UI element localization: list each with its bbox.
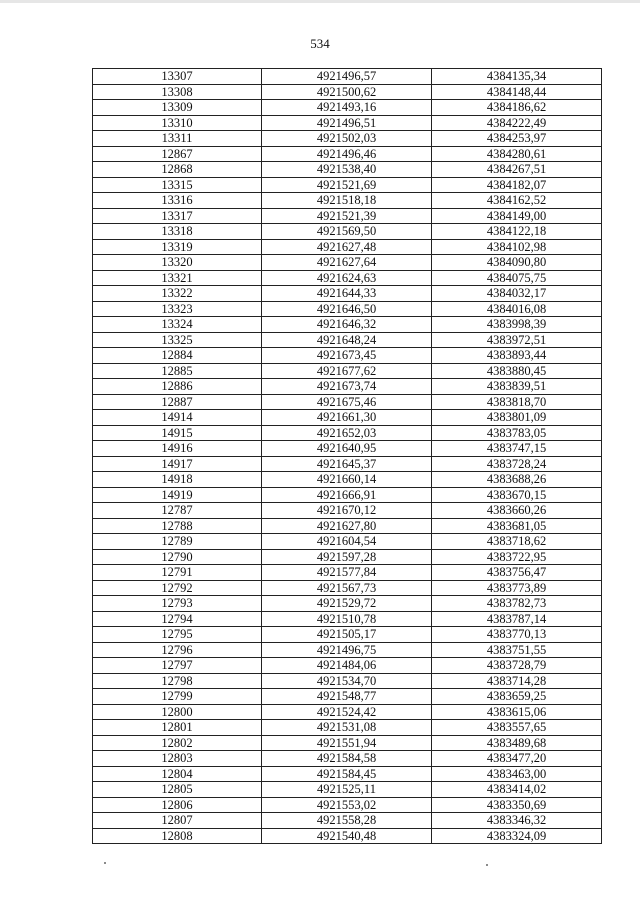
point-id-cell: 12886 xyxy=(93,379,262,395)
point-id-cell: 12798 xyxy=(93,673,262,689)
y-coordinate-cell: 4383880,45 xyxy=(432,363,602,379)
x-coordinate-cell: 4921569,50 xyxy=(262,224,432,240)
x-coordinate-cell: 4921529,72 xyxy=(262,596,432,612)
point-id-cell: 13322 xyxy=(93,286,262,302)
x-coordinate-cell: 4921525,11 xyxy=(262,782,432,798)
x-coordinate-cell: 4921645,37 xyxy=(262,456,432,472)
scan-speck xyxy=(486,864,488,866)
table-row xyxy=(93,472,602,488)
y-coordinate-cell: 4383350,69 xyxy=(432,797,602,813)
x-coordinate-cell: 4921524,42 xyxy=(262,704,432,720)
point-id-cell: 12788 xyxy=(93,518,262,534)
table-row xyxy=(93,348,602,364)
y-coordinate-cell: 4383670,15 xyxy=(432,487,602,503)
point-id-cell: 12789 xyxy=(93,534,262,550)
table-row xyxy=(93,797,602,813)
point-id-cell: 13315 xyxy=(93,177,262,193)
y-coordinate-cell: 4383324,09 xyxy=(432,828,602,844)
y-coordinate-cell: 4383722,95 xyxy=(432,549,602,565)
point-id-cell: 12792 xyxy=(93,580,262,596)
table-row xyxy=(93,813,602,829)
y-coordinate-cell: 4383688,26 xyxy=(432,472,602,488)
y-coordinate-cell: 4384016,08 xyxy=(432,301,602,317)
point-id-cell: 12801 xyxy=(93,720,262,736)
y-coordinate-cell: 4383818,70 xyxy=(432,394,602,410)
page-top-edge xyxy=(0,0,640,3)
y-coordinate-cell: 4383557,65 xyxy=(432,720,602,736)
x-coordinate-cell: 4921604,54 xyxy=(262,534,432,550)
x-coordinate-cell: 4921551,94 xyxy=(262,735,432,751)
table-row xyxy=(93,425,602,441)
x-coordinate-cell: 4921661,30 xyxy=(262,410,432,426)
point-id-cell: 12799 xyxy=(93,689,262,705)
point-id-cell: 13320 xyxy=(93,255,262,271)
x-coordinate-cell: 4921534,70 xyxy=(262,673,432,689)
coordinates-table xyxy=(92,68,602,844)
point-id-cell: 14917 xyxy=(93,456,262,472)
table-row xyxy=(93,131,602,147)
y-coordinate-cell: 4384149,00 xyxy=(432,208,602,224)
table-row xyxy=(93,69,602,85)
table-row xyxy=(93,704,602,720)
table-row xyxy=(93,270,602,286)
point-id-cell: 13310 xyxy=(93,115,262,131)
table-row xyxy=(93,689,602,705)
point-id-cell: 12807 xyxy=(93,813,262,829)
y-coordinate-cell: 4383714,28 xyxy=(432,673,602,689)
y-coordinate-cell: 4383681,05 xyxy=(432,518,602,534)
page-number: 534 xyxy=(310,36,330,51)
point-id-cell: 12795 xyxy=(93,627,262,643)
table-row xyxy=(93,410,602,426)
x-coordinate-cell: 4921670,12 xyxy=(262,503,432,519)
table-row xyxy=(93,456,602,472)
x-coordinate-cell: 4921648,24 xyxy=(262,332,432,348)
table-row xyxy=(93,162,602,178)
x-coordinate-cell: 4921584,58 xyxy=(262,751,432,767)
x-coordinate-cell: 4921666,91 xyxy=(262,487,432,503)
table-row xyxy=(93,627,602,643)
point-id-cell: 12804 xyxy=(93,766,262,782)
table-row xyxy=(93,224,602,240)
y-coordinate-cell: 4383659,25 xyxy=(432,689,602,705)
point-id-cell: 12803 xyxy=(93,751,262,767)
x-coordinate-cell: 4921484,06 xyxy=(262,658,432,674)
y-coordinate-cell: 4383782,73 xyxy=(432,596,602,612)
table-row xyxy=(93,208,602,224)
x-coordinate-cell: 4921531,08 xyxy=(262,720,432,736)
y-coordinate-cell: 4383660,26 xyxy=(432,503,602,519)
point-id-cell: 12808 xyxy=(93,828,262,844)
y-coordinate-cell: 4383972,51 xyxy=(432,332,602,348)
table-row xyxy=(93,394,602,410)
table-row xyxy=(93,549,602,565)
table-row xyxy=(93,518,602,534)
point-id-cell: 12867 xyxy=(93,146,262,162)
y-coordinate-cell: 4383414,02 xyxy=(432,782,602,798)
x-coordinate-cell: 4921660,14 xyxy=(262,472,432,488)
y-coordinate-cell: 4383751,55 xyxy=(432,642,602,658)
x-coordinate-cell: 4921673,45 xyxy=(262,348,432,364)
scan-speck xyxy=(104,862,106,864)
point-id-cell: 12805 xyxy=(93,782,262,798)
table-row xyxy=(93,193,602,209)
point-id-cell: 13319 xyxy=(93,239,262,255)
table-row xyxy=(93,580,602,596)
x-coordinate-cell: 4921627,80 xyxy=(262,518,432,534)
y-coordinate-cell: 4383728,24 xyxy=(432,456,602,472)
x-coordinate-cell: 4921496,57 xyxy=(262,69,432,85)
y-coordinate-cell: 4384122,18 xyxy=(432,224,602,240)
y-coordinate-cell: 4383773,89 xyxy=(432,580,602,596)
y-coordinate-cell: 4384186,62 xyxy=(432,100,602,116)
table-row xyxy=(93,441,602,457)
x-coordinate-cell: 4921505,17 xyxy=(262,627,432,643)
y-coordinate-cell: 4383998,39 xyxy=(432,317,602,333)
point-id-cell: 14918 xyxy=(93,472,262,488)
point-id-cell: 13309 xyxy=(93,100,262,116)
table-row xyxy=(93,782,602,798)
x-coordinate-cell: 4921627,48 xyxy=(262,239,432,255)
point-id-cell: 12802 xyxy=(93,735,262,751)
y-coordinate-cell: 4383801,09 xyxy=(432,410,602,426)
y-coordinate-cell: 4383489,68 xyxy=(432,735,602,751)
table-row xyxy=(93,766,602,782)
x-coordinate-cell: 4921646,50 xyxy=(262,301,432,317)
point-id-cell: 12796 xyxy=(93,642,262,658)
x-coordinate-cell: 4921675,46 xyxy=(262,394,432,410)
x-coordinate-cell: 4921673,74 xyxy=(262,379,432,395)
table-row xyxy=(93,239,602,255)
x-coordinate-cell: 4921627,64 xyxy=(262,255,432,271)
table-row xyxy=(93,720,602,736)
point-id-cell: 13308 xyxy=(93,84,262,100)
y-coordinate-cell: 4383893,44 xyxy=(432,348,602,364)
y-coordinate-cell: 4383346,32 xyxy=(432,813,602,829)
y-coordinate-cell: 4383463,00 xyxy=(432,766,602,782)
table-row xyxy=(93,642,602,658)
y-coordinate-cell: 4383477,20 xyxy=(432,751,602,767)
table-row xyxy=(93,177,602,193)
x-coordinate-cell: 4921496,46 xyxy=(262,146,432,162)
table-row xyxy=(93,503,602,519)
table-row xyxy=(93,673,602,689)
point-id-cell: 14914 xyxy=(93,410,262,426)
y-coordinate-cell: 4383787,14 xyxy=(432,611,602,627)
table-row xyxy=(93,735,602,751)
point-id-cell: 14916 xyxy=(93,441,262,457)
y-coordinate-cell: 4384090,80 xyxy=(432,255,602,271)
x-coordinate-cell: 4921624,63 xyxy=(262,270,432,286)
y-coordinate-cell: 4383770,13 xyxy=(432,627,602,643)
point-id-cell: 13307 xyxy=(93,69,262,85)
point-id-cell: 13318 xyxy=(93,224,262,240)
point-id-cell: 13324 xyxy=(93,317,262,333)
x-coordinate-cell: 4921493,16 xyxy=(262,100,432,116)
x-coordinate-cell: 4921502,03 xyxy=(262,131,432,147)
point-id-cell: 12887 xyxy=(93,394,262,410)
point-id-cell: 12790 xyxy=(93,549,262,565)
point-id-cell: 12885 xyxy=(93,363,262,379)
y-coordinate-cell: 4384162,52 xyxy=(432,193,602,209)
x-coordinate-cell: 4921567,73 xyxy=(262,580,432,596)
point-id-cell: 13311 xyxy=(93,131,262,147)
x-coordinate-cell: 4921646,32 xyxy=(262,317,432,333)
point-id-cell: 13316 xyxy=(93,193,262,209)
point-id-cell: 12787 xyxy=(93,503,262,519)
point-id-cell: 13325 xyxy=(93,332,262,348)
table-row xyxy=(93,146,602,162)
table-row xyxy=(93,84,602,100)
table-row xyxy=(93,751,602,767)
y-coordinate-cell: 4383728,79 xyxy=(432,658,602,674)
table-row xyxy=(93,828,602,844)
point-id-cell: 12793 xyxy=(93,596,262,612)
y-coordinate-cell: 4384222,49 xyxy=(432,115,602,131)
table-row xyxy=(93,611,602,627)
y-coordinate-cell: 4384280,61 xyxy=(432,146,602,162)
table-row xyxy=(93,286,602,302)
table-row xyxy=(93,565,602,581)
table-row xyxy=(93,301,602,317)
x-coordinate-cell: 4921553,02 xyxy=(262,797,432,813)
table-row xyxy=(93,658,602,674)
x-coordinate-cell: 4921538,40 xyxy=(262,162,432,178)
point-id-cell: 12884 xyxy=(93,348,262,364)
table-row xyxy=(93,363,602,379)
y-coordinate-cell: 4384148,44 xyxy=(432,84,602,100)
x-coordinate-cell: 4921640,95 xyxy=(262,441,432,457)
table-row xyxy=(93,534,602,550)
x-coordinate-cell: 4921644,33 xyxy=(262,286,432,302)
y-coordinate-cell: 4383783,05 xyxy=(432,425,602,441)
x-coordinate-cell: 4921652,03 xyxy=(262,425,432,441)
table-row xyxy=(93,487,602,503)
y-coordinate-cell: 4384253,97 xyxy=(432,131,602,147)
x-coordinate-cell: 4921677,62 xyxy=(262,363,432,379)
x-coordinate-cell: 4921597,28 xyxy=(262,549,432,565)
y-coordinate-cell: 4384135,34 xyxy=(432,69,602,85)
point-id-cell: 12800 xyxy=(93,704,262,720)
x-coordinate-cell: 4921510,78 xyxy=(262,611,432,627)
x-coordinate-cell: 4921521,69 xyxy=(262,177,432,193)
y-coordinate-cell: 4384102,98 xyxy=(432,239,602,255)
x-coordinate-cell: 4921584,45 xyxy=(262,766,432,782)
table-row xyxy=(93,332,602,348)
table-row xyxy=(93,379,602,395)
y-coordinate-cell: 4384075,75 xyxy=(432,270,602,286)
y-coordinate-cell: 4384182,07 xyxy=(432,177,602,193)
coordinates-table-body xyxy=(93,69,602,844)
x-coordinate-cell: 4921540,48 xyxy=(262,828,432,844)
x-coordinate-cell: 4921548,77 xyxy=(262,689,432,705)
y-coordinate-cell: 4383615,06 xyxy=(432,704,602,720)
x-coordinate-cell: 4921521,39 xyxy=(262,208,432,224)
x-coordinate-cell: 4921500,62 xyxy=(262,84,432,100)
y-coordinate-cell: 4383718,62 xyxy=(432,534,602,550)
table-row xyxy=(93,596,602,612)
x-coordinate-cell: 4921518,18 xyxy=(262,193,432,209)
x-coordinate-cell: 4921496,75 xyxy=(262,642,432,658)
point-id-cell: 12806 xyxy=(93,797,262,813)
y-coordinate-cell: 4383756,47 xyxy=(432,565,602,581)
y-coordinate-cell: 4384267,51 xyxy=(432,162,602,178)
y-coordinate-cell: 4383839,51 xyxy=(432,379,602,395)
point-id-cell: 13323 xyxy=(93,301,262,317)
point-id-cell: 13321 xyxy=(93,270,262,286)
point-id-cell: 14915 xyxy=(93,425,262,441)
point-id-cell: 12868 xyxy=(93,162,262,178)
x-coordinate-cell: 4921558,28 xyxy=(262,813,432,829)
table-row xyxy=(93,317,602,333)
x-coordinate-cell: 4921577,84 xyxy=(262,565,432,581)
point-id-cell: 12791 xyxy=(93,565,262,581)
x-coordinate-cell: 4921496,51 xyxy=(262,115,432,131)
table-row xyxy=(93,255,602,271)
point-id-cell: 13317 xyxy=(93,208,262,224)
y-coordinate-cell: 4383747,15 xyxy=(432,441,602,457)
table-row xyxy=(93,100,602,116)
point-id-cell: 12797 xyxy=(93,658,262,674)
table-row xyxy=(93,115,602,131)
y-coordinate-cell: 4384032,17 xyxy=(432,286,602,302)
point-id-cell: 12794 xyxy=(93,611,262,627)
point-id-cell: 14919 xyxy=(93,487,262,503)
